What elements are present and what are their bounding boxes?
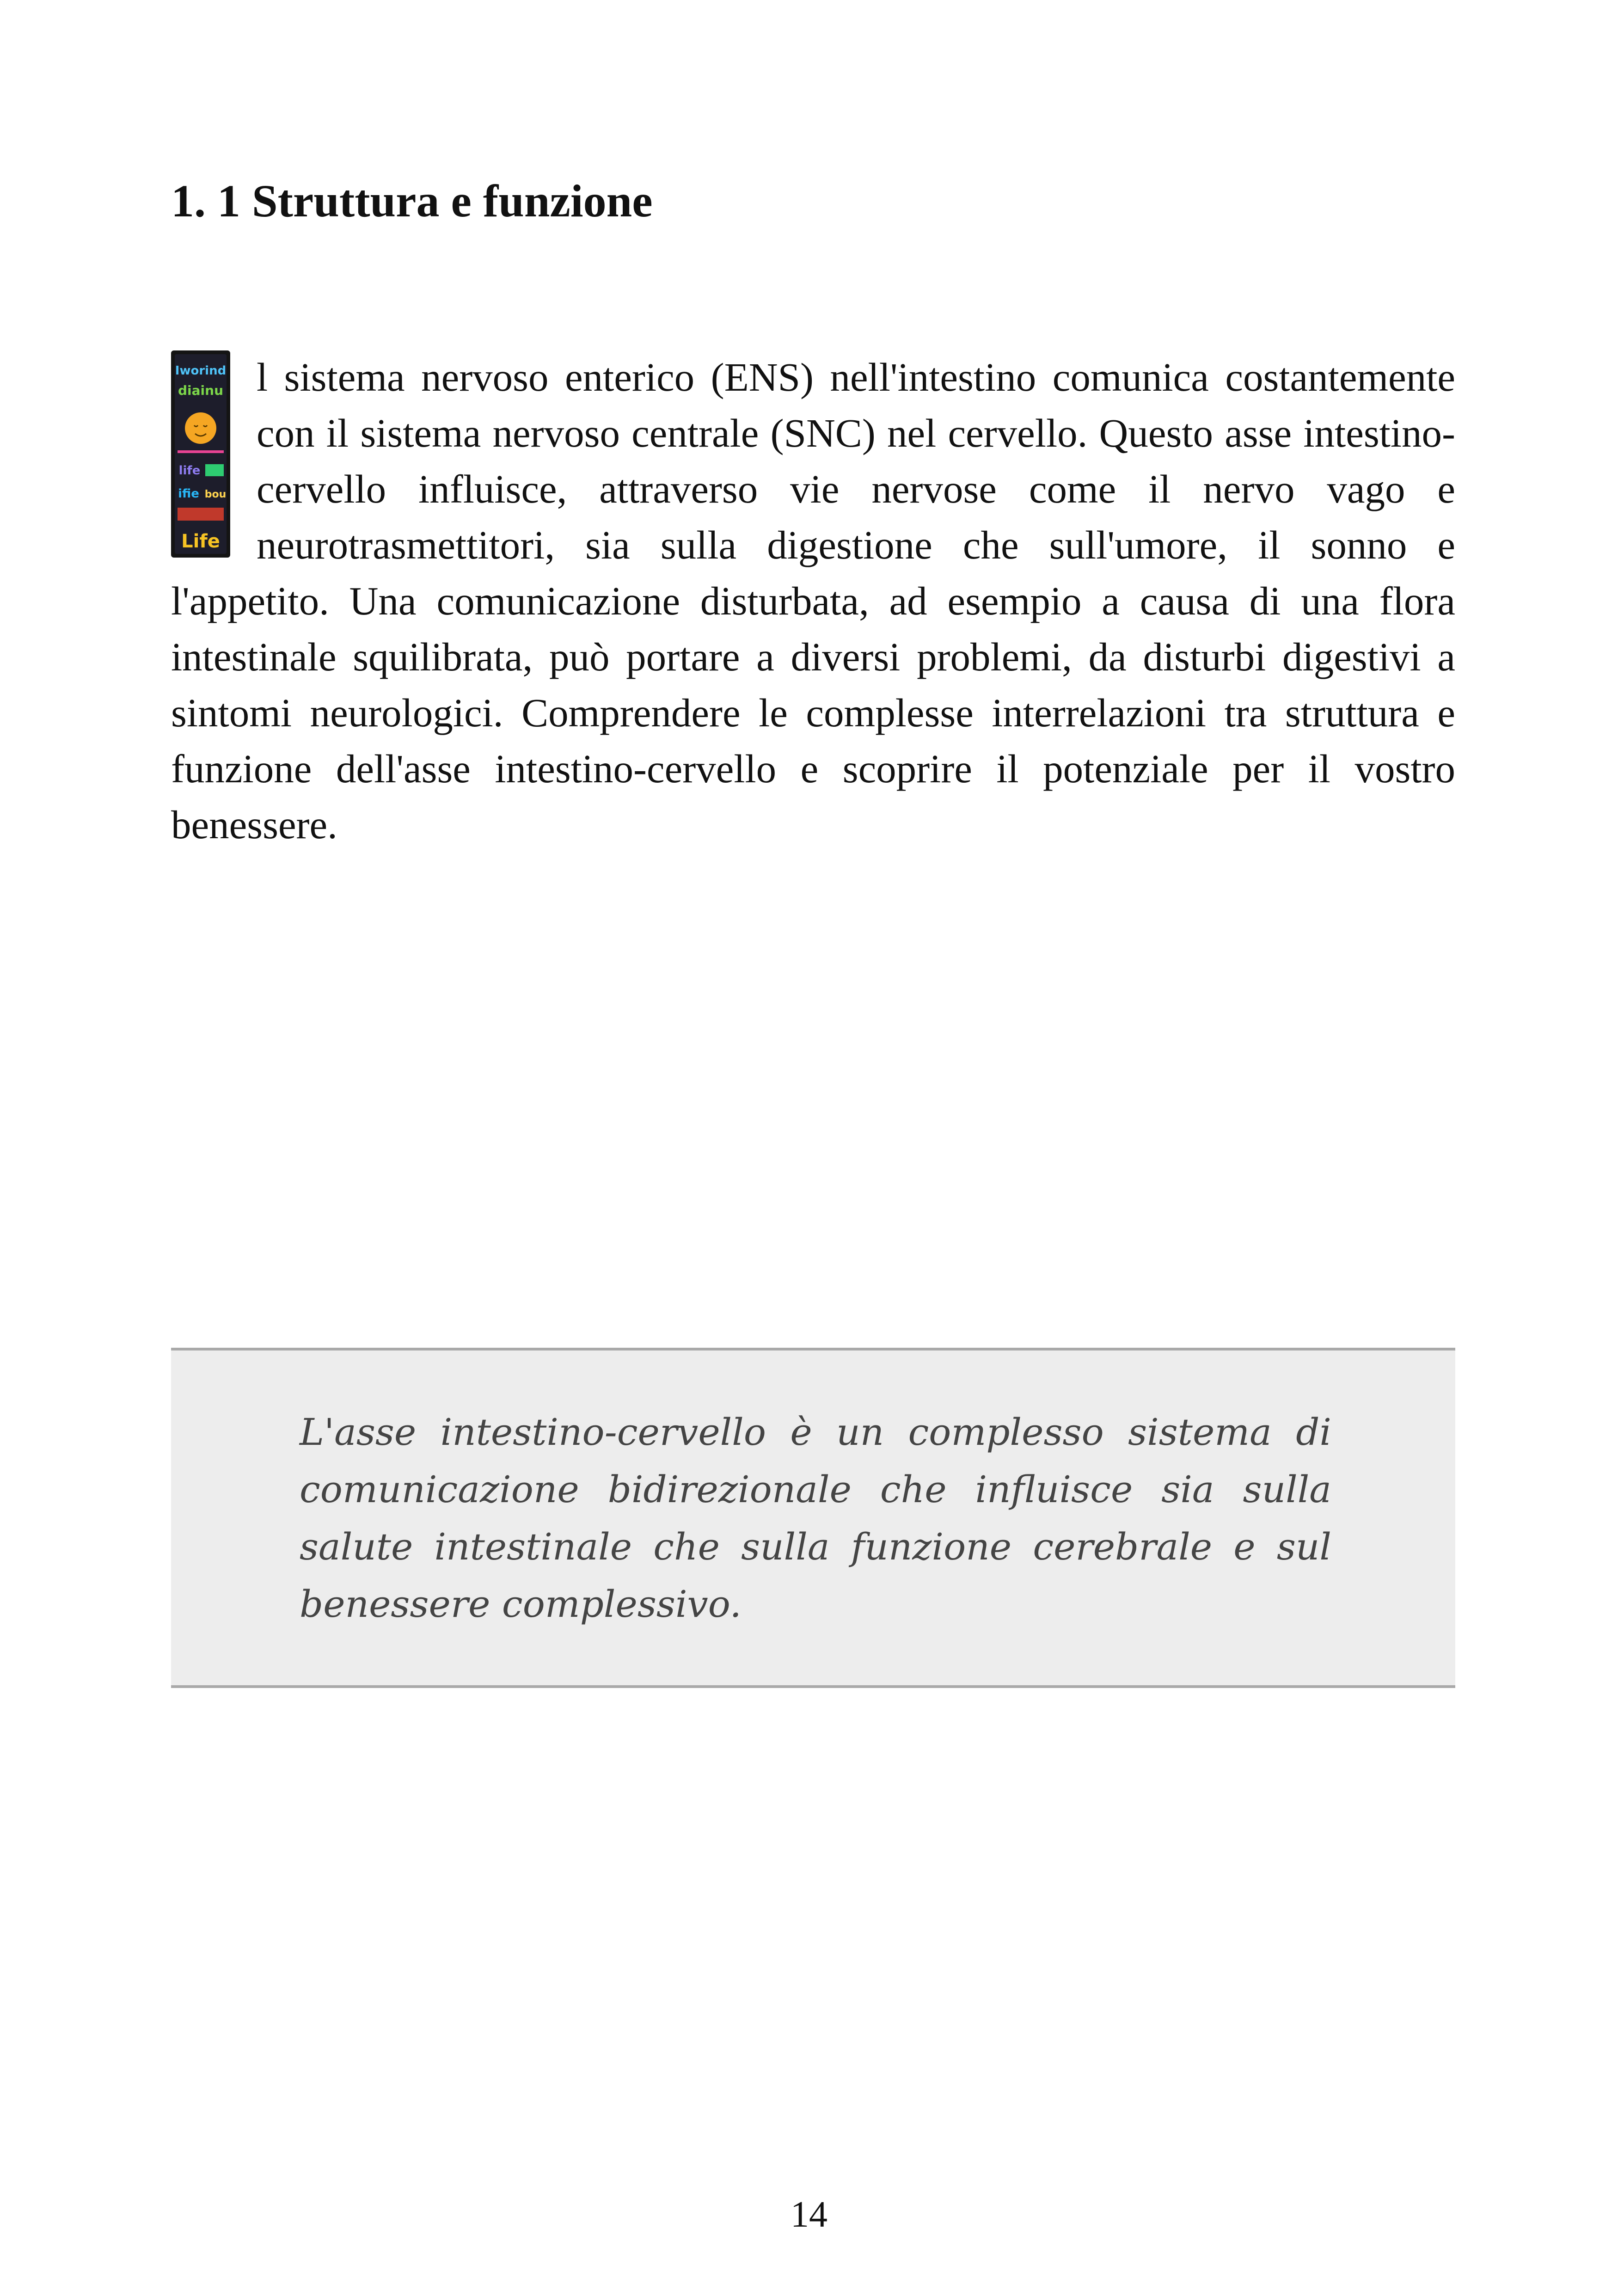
drop-cap-word: life bbox=[178, 464, 201, 478]
section-heading: 1. 1 Struttura e funzione bbox=[171, 175, 653, 227]
body-paragraph bbox=[171, 349, 1455, 853]
drop-cap-word: diainu bbox=[178, 383, 223, 398]
body-paragraph-text: l sistema nervoso enterico (ENS) nell'intestino comunica costantemente con il sistema nervoso centrale (SNC) nel cervello. Questo asse intestino-cervello influisce, attraverso vie nervose come il nervo vago e neurotrasmettitori, sia sulla digestione che sull'umore, il sonno e l'appetito. Una comunicazione disturbata, ad esempio a causa di una flora intestinale squilibrata, può portare a diversi problemi, da disturbi digestivi a sintomi neurologici. Comprendere le complesse interrelazioni tra struttura e funzione dell'asse intestino-cervello e scoprire il potenziale per il vostro benessere. bbox=[171, 355, 1455, 847]
drop-cap-word: Iworind bbox=[175, 364, 227, 378]
drop-cap-spacer bbox=[171, 349, 257, 573]
drop-cap-word: bou bbox=[204, 489, 227, 500]
drop-cap-word: ifie bbox=[178, 487, 199, 501]
drop-cap-word: Life bbox=[181, 531, 220, 552]
page-number: 14 bbox=[791, 2194, 827, 2235]
callout-quote-text: L'asse intestino-cervello è un complesso sistema di comunicazione bidirezionale che influisce sia sulla salute intestinale che sulla funzione cerebrale e sul benessere complessivo. bbox=[300, 1411, 1331, 1626]
highlight-callout-box bbox=[171, 1348, 1455, 1688]
